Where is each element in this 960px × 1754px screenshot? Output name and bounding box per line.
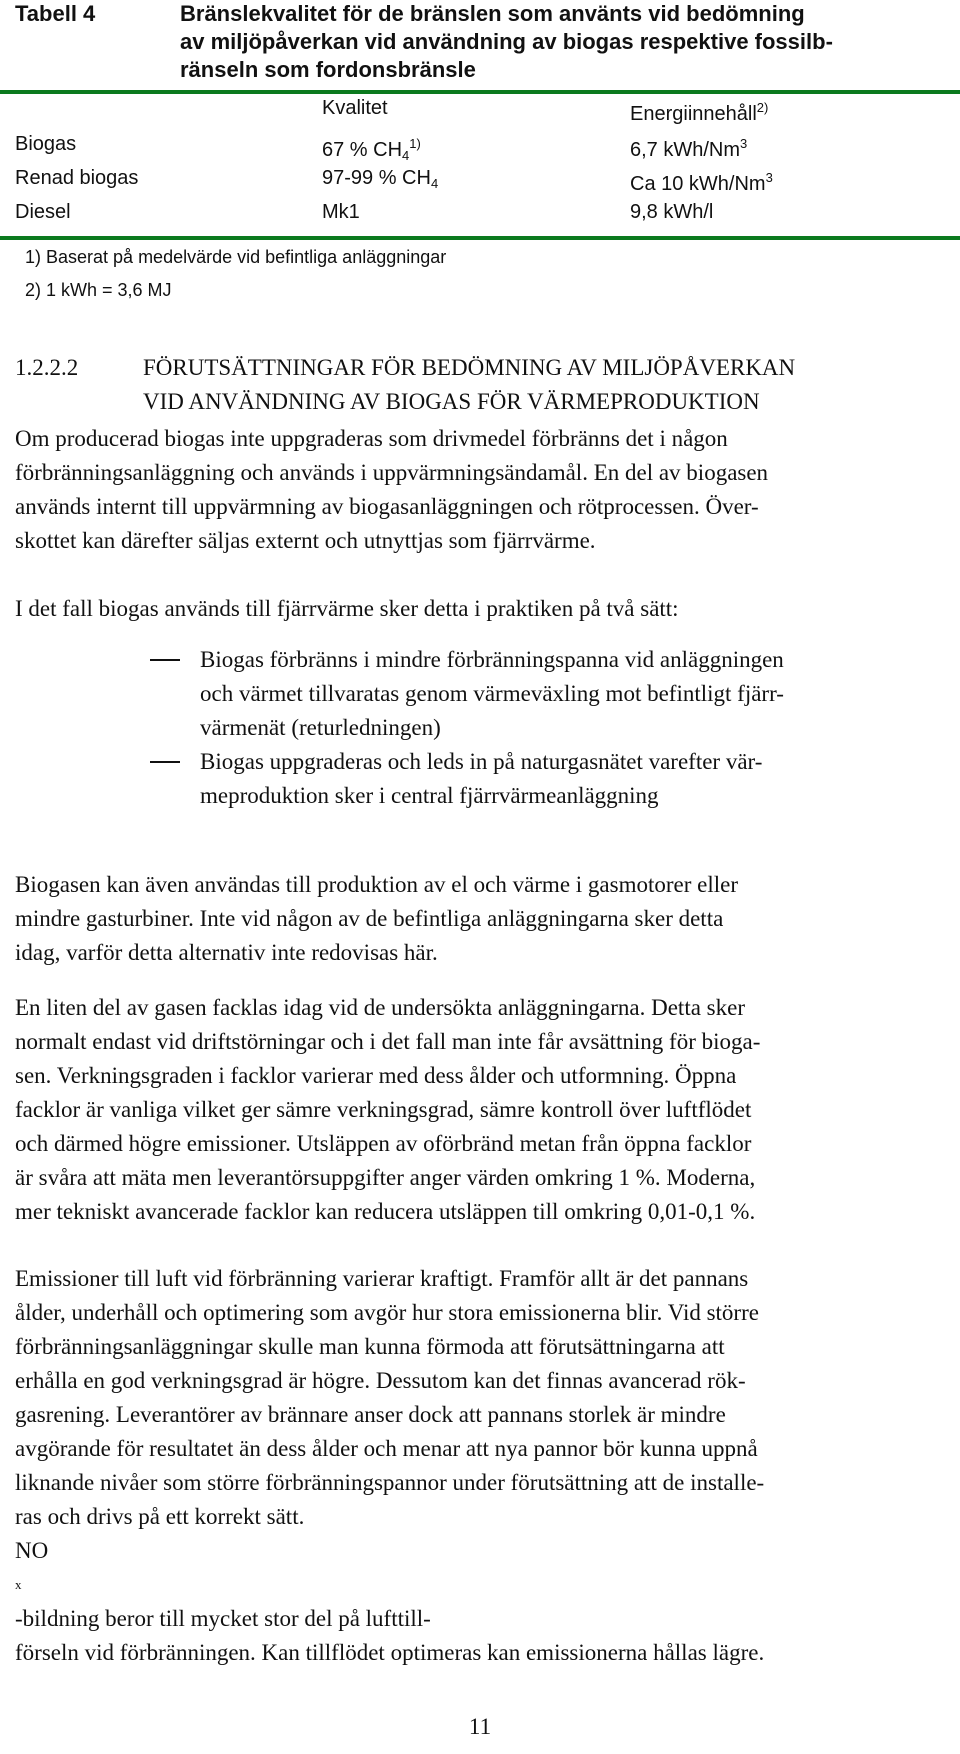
dash-bullet (150, 659, 180, 661)
table-title-line: Bränslekvalitet för de bränslen som använts vid bedömning (180, 1, 805, 26)
table-title-line: av miljöpåverkan vid användning av biogas respektive fossilb- (180, 29, 833, 54)
header-quality: Kvalitet (322, 97, 388, 119)
table-footnote: 2) 1 kWh = 3,6 MJ (25, 280, 172, 300)
paragraph: En liten del av gasen facklas idag vid de undersökta anläggningarna. Detta sker normalt endast vid driftstörningar och i det fall man inte får avsättning för bioga- sen. Verkningsgraden i facklor varierar med dess ålder och utformning. Öppna facklor är vanliga vilket ger sämre verkningsgrad, sämre kontroll över luftflödet och därmed högre emissioner. Utsläppen av oförbränd metan från öppna facklor är svåra att mäta men leverantörsuppgifter anger värden omkring 1 %. Moderna, mer tekniskt avancerade facklor kan reducera utsläppen till omkring 0,01-0,1 %. (15, 995, 761, 1224)
table-title (180, 0, 950, 84)
table-label: Tabell 4 (15, 1, 96, 26)
header-energy: Energiinnehåll$^{2)}$ (630, 100, 769, 125)
table-row-quality: 97-99 % $CH_4$ (322, 167, 439, 191)
table-row-quality: 67 % $CH_4^{1)}$ (322, 136, 421, 163)
page-number: 11 (468, 1714, 492, 1739)
section-title-line: FÖRUTSÄTTNINGAR FÖR BEDÖMNING AV MILJÖPÅVERKAN (143, 355, 796, 380)
table-row-quality: Mk1 (322, 201, 360, 223)
table-row-energy: Ca 10 kWh/Nm$^3$ (630, 170, 773, 195)
paragraph: Biogasen kan även användas till produktion av el och värme i gasmotorer eller mindre gasturbiner. Inte vid någon av de befintliga anläggningarna sker detta idag, varför detta alternativ inte redovisas här. (15, 872, 738, 965)
paragraph: I det fall biogas används till fjärrvärme sker detta i praktiken på två sätt: (15, 596, 679, 621)
dash-bullet (150, 761, 180, 763)
table-bottom-rule (0, 236, 960, 240)
table-top-rule (0, 90, 960, 94)
table-row-fuel: Biogas (15, 133, 77, 155)
table-row-energy: 6,7 kWh/Nm$^3$ (630, 136, 748, 161)
paragraph: Emissioner till luft vid förbränning varierar kraftigt. Framför allt är det pannans ålder, underhåll och optimering som avgör hur stora emissionerna blir. Vid större förbränningsanläggningar skulle man kunna förmoda att förutsättningarna att erhålla en god verkningsgrad är högre. Dessutom kan det finnas avancerad rök- gasrening. Leverantörer av brännare anser dock att pannans storlek är mindre avgörande för resultatet än dess ålder och menar att nya pannor bör kunna uppnå liknande nivåer som större förbränningspannor under förutsättning att de installe- ras och drivs på ett korrekt sätt. NO x -bildning beror till mycket stor del på lufttill- förseln vid förbränningen. Kan tillflödet optimeras kan emissionerna hållas lägre. (15, 1266, 765, 1665)
table-row-energy: 9,8 kWh/l (630, 201, 714, 223)
table-footnote: 1) Baserat på medelvärde vid befintliga anläggningar (25, 247, 447, 267)
table-row-fuel: Diesel (15, 201, 71, 223)
section-title-line: VID ANVÄNDNING AV BIOGAS FÖR VÄRMEPRODUKTION (143, 389, 760, 414)
paragraph: Om producerad biogas inte uppgraderas som drivmedel förbränns det i någon förbränningsanläggning och används i uppvärmningsändamål. En del av biogasen används internt till uppvärmning av biogasanläggningen och rötprocessen. Över- skottet kan därefter säljas externt och utnyttjas som fjärrvärme. (15, 426, 769, 553)
section-number: 1.2.2.2 (15, 355, 79, 380)
document-page: Tabell 4 Bränslekvalitet för de bränslen som använts vid bedömning av miljöpåverkan vid användning av biogas respektive fossilb- ränseln som fordonsbränsle Kvalitet Energiinnehåll$^{2)}$ Biogas 67 % $CH_4^{1)}$ 6,7 kWh/Nm$^3$ Renad biogas 97-99 % $CH_4$ Ca 10 kWh/Nm$^3$ Diesel Mk1 9,8 kWh/l 1) Baserat på medelvärde vid befintliga anläggningar 2) 1 kWh = 3,6 MJ 1.2.2.2 FÖRUTSÄTTNINGAR FÖR BEDÖMNING AV MILJÖPÅVERKAN VID ANVÄNDNING AV BIOGAS FÖR VÄRMEPRODUKTION Om producerad biogas inte uppgraderas som drivmedel förbränns det i någon förbränningsanläggning och används i uppvärmningsändamål. En del av biogasen används internt till uppvärmning av biogasanläggningen och rötprocessen. Över- skottet kan därefter säljas externt och utnyttjas som fjärrvärme. I det fall biogas används till fjärrvärme sker detta i praktiken på två sätt: Biogas förbränns i mindre förbränningspanna vid anläggningen och värmet tillvaratas genom värmeväxling mot befintligt fjärr- värmenät (returledningen) Biogas uppgraderas och leds in på naturgasnätet varefter vär- meproduktion sker i central fjärrvärmeanläggning Biogasen kan även användas till produktion av el och värme i gasmotorer eller mindre gasturbiner. Inte vid någon av de befintliga anläggningarna sker detta idag, varför detta alternativ inte redovisas här. En liten del av gasen facklas idag vid de undersökta anläggningarna. Detta sker normalt endast vid driftstörningar och i det fall man inte får avsättning för bioga- sen. Verkningsgraden i facklor varierar med dess ålder och utformning. Öppna facklor är vanliga vilket ger sämre verkningsgrad, sämre kontroll över luftflödet och därmed högre emissioner. Utsläppen av oförbränd metan från öppna facklor är svåra att mäta men leverantörsuppgifter anger värden omkring 1 %. Moderna, mer tekniskt avancerade facklor kan reducera utsläppen till omkring 0,01-0,1 %. Emissioner till luft vid förbränning varierar kraftigt. Framför allt är det pannans ålder, underhåll och optimering som avgör hur stora emissionerna blir. Vid större förbränningsanläggningar skulle man kunna förmoda att förutsättningarna att erhålla en god verkningsgrad är högre. Dessutom kan det finnas avancerad rök- gasrening. Leverantörer av brännare anser dock att pannans storlek är mindre avgörande för resultatet än dess ålder och menar att nya pannor bör kunna uppnå liknande nivåer som större förbränningspannor under förutsättning att de installe- ras och drivs på ett korrekt sätt. NO x -bildning beror till mycket stor del på lufttill- förseln vid förbränningen. Kan tillflödet optimeras kan emissionerna hållas lägre. 11 (0, 0, 960, 1754)
table-title-line: ränseln som fordonsbränsle (180, 57, 476, 82)
table-row-fuel: Renad biogas (15, 167, 139, 189)
